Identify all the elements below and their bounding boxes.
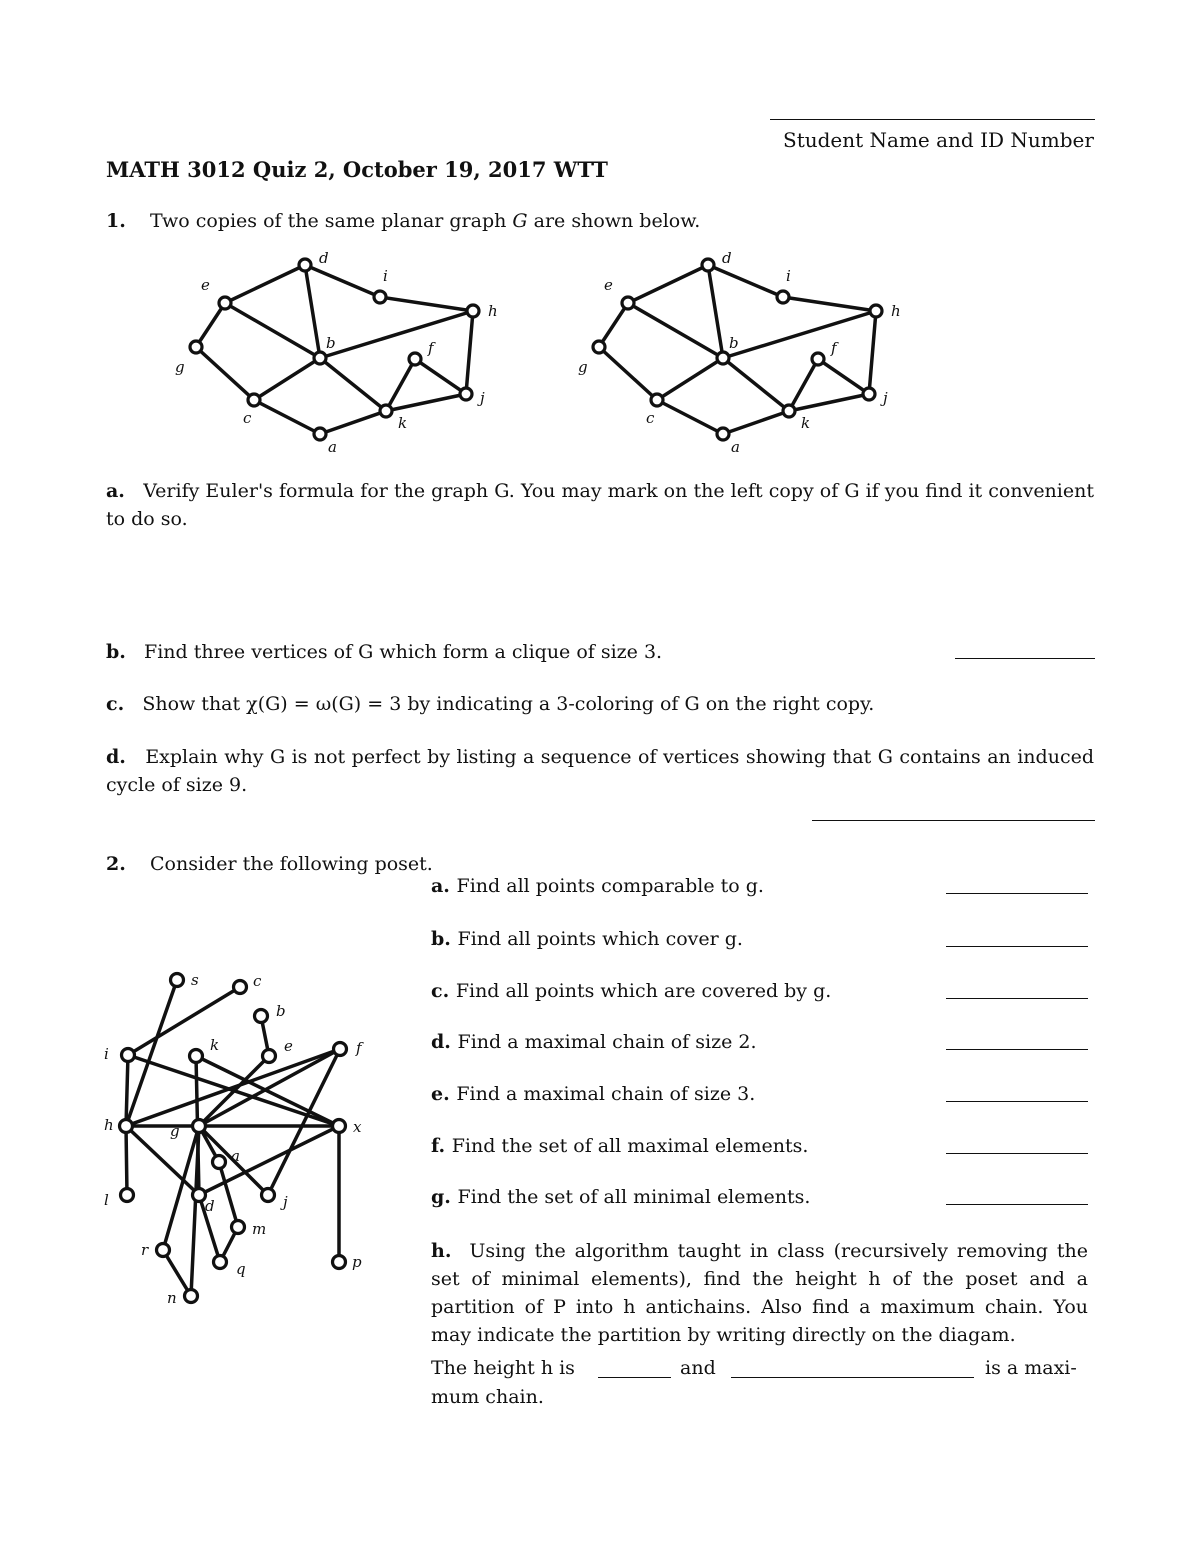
right-graph-vertex-j[interactable] bbox=[863, 388, 875, 400]
q2-item-c bbox=[431, 980, 831, 1002]
poset-point-label-m: m bbox=[252, 1220, 267, 1238]
right-graph-vertex-a[interactable] bbox=[717, 428, 729, 440]
q2h-label: h. bbox=[431, 1240, 452, 1262]
q2-item-label: a. bbox=[431, 875, 457, 897]
right-graph-vertex-label-e: e bbox=[604, 276, 613, 294]
left-graph-edge-d-b bbox=[305, 265, 320, 358]
left-graph-edge-d-i bbox=[305, 265, 380, 297]
right-graph-edge-d-i bbox=[708, 265, 783, 297]
q1b-line-text bbox=[106, 641, 662, 663]
q2-item-label: d. bbox=[431, 1031, 458, 1053]
right-graph-edge-b-k bbox=[723, 358, 789, 411]
left-graph-vertex-label-i: i bbox=[383, 267, 388, 285]
q1b-label: b. bbox=[106, 641, 126, 663]
poset-point-label-x: x bbox=[353, 1118, 362, 1136]
q2h-height-cont: mum chain. bbox=[431, 1386, 544, 1408]
poset-point-label-k: k bbox=[210, 1036, 220, 1054]
left-graph-vertex-label-a: a bbox=[328, 438, 337, 456]
q2h-text: Using the algorithm taught in class (recursively removing the set of minimal elements), find the height h of the poset and a partition of P into h antichains. Also find a maximum chain. You may indicate the partition by writing directly on the diagam. bbox=[431, 1240, 1088, 1346]
poset-point-label-d: d bbox=[205, 1197, 215, 1215]
right-graph-vertex-k[interactable] bbox=[783, 405, 795, 417]
planar-graph-right[interactable] bbox=[568, 243, 908, 463]
left-graph-vertex-c[interactable] bbox=[248, 394, 260, 406]
poset-point-label-c: c bbox=[253, 972, 262, 990]
right-graph-vertex-label-a: a bbox=[731, 438, 740, 456]
poset-point-l[interactable] bbox=[121, 1189, 134, 1202]
left-graph-vertex-label-f: f bbox=[428, 339, 434, 357]
poset-point-a[interactable] bbox=[213, 1156, 226, 1169]
q2-item-text: Find the set of all minimal elements. bbox=[457, 1186, 811, 1208]
poset-point-j[interactable] bbox=[262, 1189, 275, 1202]
right-graph-edge-a-k bbox=[723, 411, 789, 434]
left-graph-vertex-b[interactable] bbox=[314, 352, 326, 364]
left-graph-vertex-a[interactable] bbox=[314, 428, 326, 440]
q2h-height-and: and bbox=[680, 1357, 716, 1379]
student-name-line[interactable] bbox=[770, 119, 1095, 120]
poset-edge-h-i bbox=[126, 1055, 128, 1126]
right-graph-edge-k-j bbox=[789, 394, 869, 411]
q1a-text: Verify Euler's formula for the graph G. You may mark on the left copy of G if you find it convenient to do so. bbox=[106, 480, 1094, 530]
poset-point-s[interactable] bbox=[171, 974, 184, 987]
q2-item-a bbox=[431, 875, 764, 897]
left-graph-vertex-h[interactable] bbox=[467, 305, 479, 317]
right-graph-edge-c-b bbox=[657, 358, 723, 400]
q2-item-text: Find a maximal chain of size 3. bbox=[456, 1083, 756, 1105]
q2-item-f bbox=[431, 1135, 808, 1157]
left-graph-vertex-i[interactable] bbox=[374, 291, 386, 303]
q2-number: 2. bbox=[106, 853, 126, 875]
q2-item-text: Find all points which are covered by g. bbox=[455, 980, 832, 1002]
right-graph-vertex-d[interactable] bbox=[702, 259, 714, 271]
left-graph-vertex-k[interactable] bbox=[380, 405, 392, 417]
right-graph-edge-e-d bbox=[628, 265, 708, 303]
q2-answer-line[interactable] bbox=[946, 998, 1088, 999]
poset-point-label-b: b bbox=[276, 1002, 286, 1020]
poset-point-label-l: l bbox=[104, 1191, 109, 1209]
q1c-label: c. bbox=[106, 693, 125, 715]
poset-point-label-r: r bbox=[141, 1241, 149, 1259]
poset-edge-c-i bbox=[128, 987, 240, 1055]
q2-answer-line[interactable] bbox=[946, 946, 1088, 947]
q2-item-text: Find a maximal chain of size 2. bbox=[457, 1031, 757, 1053]
left-graph-vertex-label-g: g bbox=[175, 358, 185, 376]
q1d-text: Explain why G is not perfect by listing a sequence of vertices showing that G contains an induced cycle of size 9. bbox=[106, 746, 1094, 796]
q2-answer-line[interactable] bbox=[946, 1153, 1088, 1154]
poset-point-label-n: n bbox=[167, 1289, 177, 1307]
poset-point-n[interactable] bbox=[185, 1290, 198, 1303]
q1a-paragraph bbox=[106, 477, 1094, 533]
height-answer-line[interactable] bbox=[598, 1377, 671, 1378]
left-graph-vertex-d[interactable] bbox=[299, 259, 311, 271]
poset-point-label-g: g bbox=[170, 1122, 180, 1140]
student-name-label: Student Name and ID Number bbox=[783, 128, 1094, 152]
right-graph-vertex-i[interactable] bbox=[777, 291, 789, 303]
q1c-text: Show that χ(G) = ω(G) = 3 by indicating a 3-coloring of G on the right copy. bbox=[142, 693, 875, 715]
q2-intro: Consider the following poset. bbox=[150, 853, 433, 875]
poset-point-label-s: s bbox=[191, 971, 199, 989]
q2-answer-line[interactable] bbox=[946, 893, 1088, 894]
poset-point-label-i: i bbox=[104, 1045, 109, 1063]
q1a-label: a. bbox=[106, 480, 125, 502]
q2-item-text: Find all points comparable to g. bbox=[456, 875, 764, 897]
poset-point-c[interactable] bbox=[234, 981, 247, 994]
q1-intro-var: G bbox=[512, 210, 528, 232]
planar-graph-left[interactable] bbox=[165, 243, 505, 463]
q1c-line-text bbox=[106, 693, 874, 715]
left-graph-vertex-label-c: c bbox=[243, 409, 252, 427]
poset-point-label-h: h bbox=[104, 1116, 114, 1134]
right-graph-vertex-f[interactable] bbox=[812, 353, 824, 365]
q1-intro-post: are shown below. bbox=[527, 210, 701, 232]
q2-item-d bbox=[431, 1031, 757, 1053]
right-graph-vertex-label-d: d bbox=[722, 249, 732, 267]
right-graph-edge-f-j bbox=[818, 359, 869, 394]
q2-item-label: g. bbox=[431, 1186, 458, 1208]
right-graph-edge-k-f bbox=[789, 359, 818, 411]
q2-item-g bbox=[431, 1186, 810, 1208]
right-graph-edge-e-b bbox=[628, 303, 723, 358]
poset-point-label-p: p bbox=[352, 1253, 362, 1271]
left-graph-edge-b-k bbox=[320, 358, 386, 411]
left-graph-edge-g-c bbox=[196, 347, 254, 400]
left-graph-edge-e-d bbox=[225, 265, 305, 303]
right-graph-edge-h-j bbox=[869, 311, 876, 394]
poset-point-p[interactable] bbox=[333, 1256, 346, 1269]
left-graph-edge-h-j bbox=[466, 311, 473, 394]
q1-intro bbox=[150, 210, 700, 232]
right-graph-vertex-label-c: c bbox=[646, 409, 655, 427]
right-graph-vertex-c[interactable] bbox=[651, 394, 663, 406]
poset-edge-h-l bbox=[126, 1126, 127, 1195]
left-graph-edge-a-k bbox=[320, 411, 386, 434]
q1-number: 1. bbox=[106, 210, 126, 232]
q1b-text: Find three vertices of G which form a clique of size 3. bbox=[144, 641, 663, 663]
poset-point-q[interactable] bbox=[214, 1256, 227, 1269]
right-graph-vertex-label-b: b bbox=[729, 334, 739, 352]
poset-point-label-a: a bbox=[231, 1147, 240, 1165]
q2-item-label: c. bbox=[431, 980, 456, 1002]
poset-point-i[interactable] bbox=[122, 1049, 135, 1062]
q1d-answer-line[interactable] bbox=[812, 820, 1095, 821]
q1-intro-pre: Two copies of the same planar graph bbox=[150, 210, 513, 232]
right-graph-edge-d-b bbox=[708, 265, 723, 358]
q1d-label: d. bbox=[106, 746, 126, 768]
poset-diagram[interactable] bbox=[100, 960, 390, 1310]
right-graph-vertex-label-i: i bbox=[786, 267, 791, 285]
poset-point-h[interactable] bbox=[120, 1120, 133, 1133]
q1b-answer-line[interactable] bbox=[955, 658, 1095, 659]
right-graph-vertex-label-h: h bbox=[891, 302, 901, 320]
left-graph-vertex-label-h: h bbox=[488, 302, 498, 320]
right-graph-vertex-e[interactable] bbox=[622, 297, 634, 309]
poset-point-d[interactable] bbox=[193, 1189, 206, 1202]
q2-answer-line[interactable] bbox=[946, 1049, 1088, 1050]
left-graph-edge-e-b bbox=[225, 303, 320, 358]
right-graph-edge-g-c bbox=[599, 347, 657, 400]
q2h-paragraph bbox=[431, 1237, 1088, 1349]
poset-edge-e-g bbox=[199, 1056, 269, 1126]
poset-point-e[interactable] bbox=[263, 1050, 276, 1063]
poset-point-label-e: e bbox=[284, 1037, 293, 1055]
q2-item-e bbox=[431, 1083, 755, 1105]
quiz-title: MATH 3012 Quiz 2, October 19, 2017 WTT bbox=[106, 157, 608, 182]
right-graph-edge-b-h bbox=[723, 311, 876, 358]
right-graph-vertex-h[interactable] bbox=[870, 305, 882, 317]
left-graph-vertex-g[interactable] bbox=[190, 341, 202, 353]
right-graph-vertex-g[interactable] bbox=[593, 341, 605, 353]
right-graph-vertex-label-k: k bbox=[801, 414, 811, 432]
q2-item-label: e. bbox=[431, 1083, 457, 1105]
q2-item-label: b. bbox=[431, 928, 458, 950]
left-graph-edge-k-j bbox=[386, 394, 466, 411]
q2-item-label: f. bbox=[431, 1135, 452, 1157]
left-graph-vertex-label-d: d bbox=[319, 249, 329, 267]
right-graph-edge-c-a bbox=[657, 400, 723, 434]
poset-point-f[interactable] bbox=[334, 1043, 347, 1056]
left-graph-edge-k-f bbox=[386, 359, 415, 411]
poset-edge-a-m bbox=[219, 1162, 238, 1227]
q2-item-text: Find the set of all maximal elements. bbox=[451, 1135, 809, 1157]
right-graph-edge-e-g bbox=[599, 303, 628, 347]
q2h-height-post: is a maxi- bbox=[985, 1357, 1077, 1379]
left-graph-edge-e-g bbox=[196, 303, 225, 347]
right-graph-vertex-b[interactable] bbox=[717, 352, 729, 364]
poset-point-label-j: j bbox=[283, 1193, 288, 1211]
left-graph-vertex-e[interactable] bbox=[219, 297, 231, 309]
q2-item-b bbox=[431, 928, 743, 950]
left-graph-edge-f-j bbox=[415, 359, 466, 394]
right-graph-vertex-label-j: j bbox=[883, 389, 888, 407]
q1d-paragraph bbox=[106, 743, 1094, 799]
q2h-height-pre: The height h is bbox=[431, 1357, 575, 1379]
right-graph-edge-i-h bbox=[783, 297, 876, 311]
poset-point-label-q: q bbox=[236, 1260, 246, 1278]
poset-point-m[interactable] bbox=[232, 1221, 245, 1234]
poset-point-g[interactable] bbox=[193, 1120, 206, 1133]
left-graph-vertex-label-e: e bbox=[201, 276, 210, 294]
left-graph-vertex-f[interactable] bbox=[409, 353, 421, 365]
left-graph-vertex-j[interactable] bbox=[460, 388, 472, 400]
left-graph-edge-c-b bbox=[254, 358, 320, 400]
right-graph-vertex-label-f: f bbox=[831, 339, 837, 357]
q2-item-text: Find all points which cover g. bbox=[457, 928, 743, 950]
q2-answer-line[interactable] bbox=[946, 1101, 1088, 1102]
q2-answer-line[interactable] bbox=[946, 1204, 1088, 1205]
poset-point-label-f: f bbox=[356, 1039, 362, 1057]
left-graph-vertex-label-k: k bbox=[398, 414, 408, 432]
left-graph-edge-i-h bbox=[380, 297, 473, 311]
poset-point-k[interactable] bbox=[190, 1050, 203, 1063]
left-graph-edge-b-h bbox=[320, 311, 473, 358]
right-graph-vertex-label-g: g bbox=[578, 358, 588, 376]
left-graph-vertex-label-j: j bbox=[480, 389, 485, 407]
poset-point-r[interactable] bbox=[157, 1244, 170, 1257]
poset-point-x[interactable] bbox=[333, 1120, 346, 1133]
left-graph-edge-c-a bbox=[254, 400, 320, 434]
max-chain-answer-line[interactable] bbox=[731, 1377, 974, 1378]
left-graph-vertex-label-b: b bbox=[326, 334, 336, 352]
poset-point-b[interactable] bbox=[255, 1010, 268, 1023]
